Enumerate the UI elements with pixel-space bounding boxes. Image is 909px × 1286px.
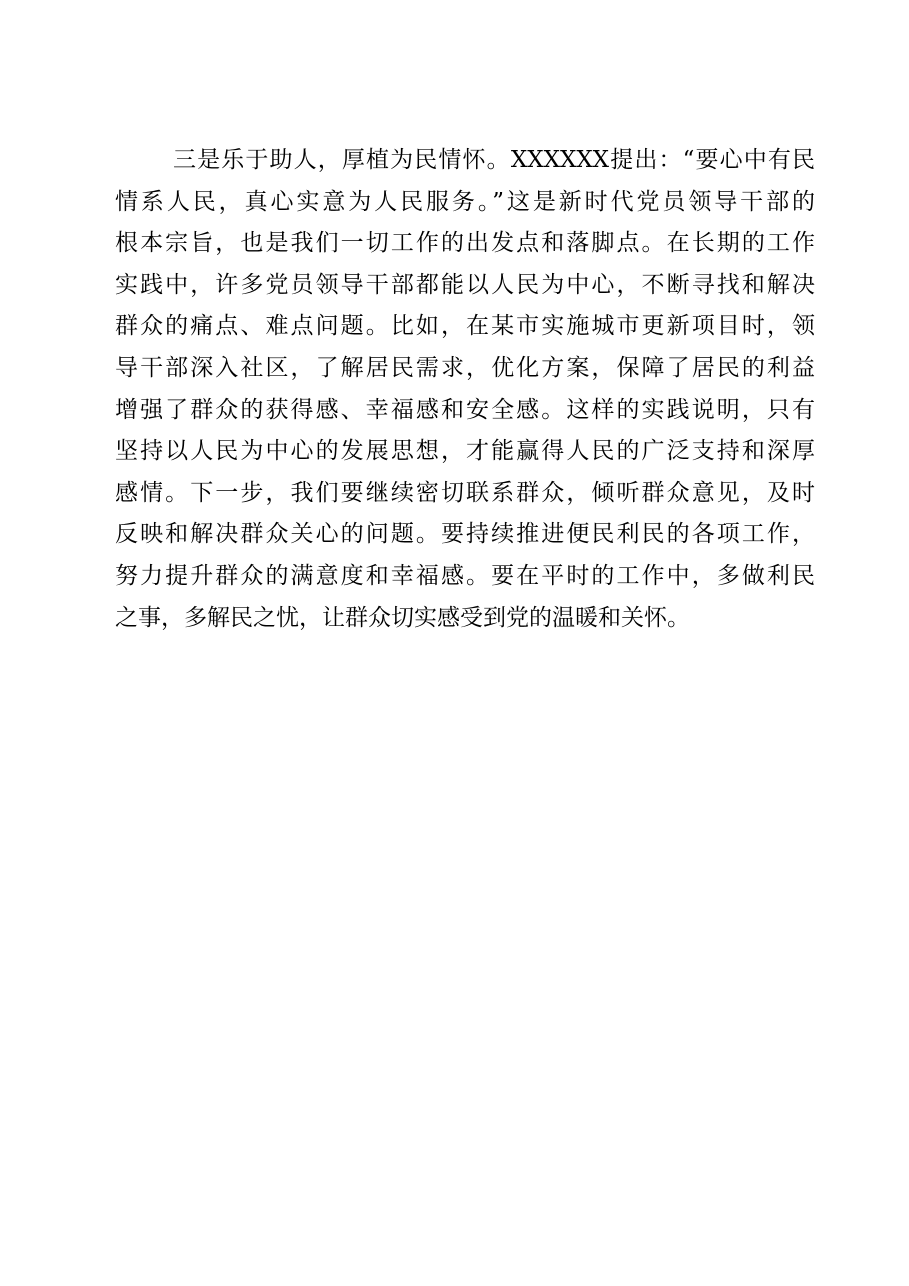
paragraph-line: 情系人民，真心实意为人民服务。”这是新时代党员领导干部的 xyxy=(115,188,815,215)
paragraph-line: 努力提升群众的满意度和幸福感。要在平时的工作中，多做利民 xyxy=(115,562,815,589)
paragraph-line: 根本宗旨，也是我们一切工作的出发点和落脚点。在长期的工作 xyxy=(115,230,815,257)
paragraph-line: 增强了群众的获得感、幸福感和安全感。这样的实践说明，只有 xyxy=(115,396,815,423)
paragraph-line: 群众的痛点、难点问题。比如，在某市实施城市更新项目时，领 xyxy=(115,313,815,340)
paragraph-line: 反映和解决群众关心的问题。要持续推进便民利民的各项工作， xyxy=(115,521,815,548)
paragraph-line: 三是乐于助人，厚植为民情怀。XXXXXX提出：“要心中有民 xyxy=(173,147,815,173)
body-paragraph xyxy=(115,140,815,639)
paragraph-line: 实践中，许多党员领导干部都能以人民为中心，不断寻找和解决 xyxy=(115,271,815,298)
paragraph-line: 感情。下一步，我们要继续密切联系群众，倾听群众意见，及时 xyxy=(115,479,815,506)
paragraph-line: 坚持以人民为中心的发展思想，才能赢得人民的广泛支持和深厚 xyxy=(115,438,815,465)
paragraph-line: 之事，多解民之忧，让群众切实感受到党的温暖和关怀。 xyxy=(115,604,690,631)
paragraph-line: 导干部深入社区，了解居民需求，优化方案，保障了居民的利益 xyxy=(115,354,815,381)
